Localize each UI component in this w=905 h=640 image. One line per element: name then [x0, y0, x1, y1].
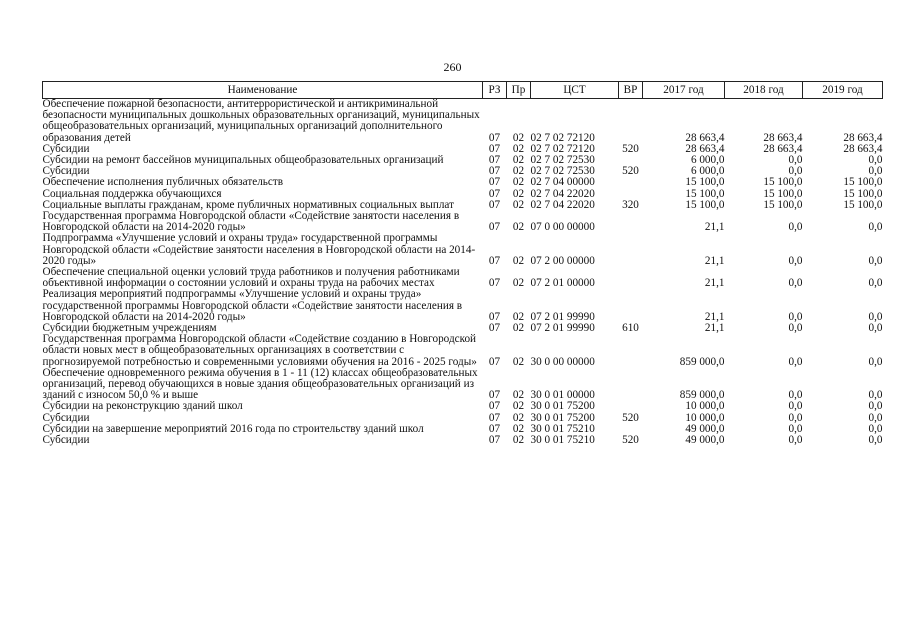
row-pr: 02 — [512, 221, 525, 234]
row-cst: 30 0 00 00000 — [530, 355, 595, 368]
row-pr: 02 — [512, 322, 525, 335]
row-cst: 02 7 02 72120 — [530, 142, 595, 155]
table-row — [43, 334, 883, 368]
row-2017: 21,1 — [704, 277, 725, 290]
row-2019: 0,0 — [868, 254, 883, 267]
row-vr — [619, 289, 643, 323]
row-2019: 15 100,0 — [843, 176, 883, 189]
row-2019: 0,0 — [868, 411, 883, 424]
row-2017: 49 000,0 — [685, 434, 725, 447]
row-2018: 0,0 — [788, 165, 803, 178]
table-body — [43, 99, 883, 447]
header-2019: 2019 год — [803, 82, 883, 99]
table-row — [43, 401, 883, 412]
row-2019: 0,0 — [868, 221, 883, 234]
row-2019: 0,0 — [868, 310, 883, 323]
row-2019: 0,0 — [868, 422, 883, 435]
row-pr: 02 — [512, 400, 525, 413]
row-2019: 0,0 — [868, 154, 883, 167]
row-pr: 02 — [512, 176, 525, 189]
row-cst: 30 0 01 00000 — [530, 389, 595, 402]
row-2017: 15 100,0 — [685, 187, 725, 200]
row-vr — [619, 401, 643, 412]
row-vr: 520 — [622, 411, 639, 424]
row-cst: 07 2 01 99990 — [530, 322, 595, 335]
row-name: Государственная программа Новгородской области «Содействие созданию в Новгородской области новых мест в общеобразовательных организациях в соответствии с прогнозируемой потребностью и современными условиями обучения на 2016 - 2025 годы» — [42, 333, 477, 368]
row-cst: 30 0 01 75210 — [530, 422, 595, 435]
row-name: Обеспечение одновременного режима обучения в 1 - 11 (12) классах общеобразовательных организаций, перевод обучающихся в новые здания общеобразовательных организаций из зданий с износом 50,0 % и выше — [42, 366, 478, 402]
row-rz: 07 — [488, 254, 501, 267]
row-2019: 0,0 — [868, 389, 883, 402]
row-vr: 520 — [622, 142, 639, 155]
header-cst: ЦСТ — [531, 82, 619, 99]
row-name: Обеспечение специальной оценки условий труда работников и получения работниками объективной информации о состоянии условий и охраны труда на рабочих местах — [42, 266, 460, 290]
row-cst: 02 7 04 00000 — [530, 176, 595, 189]
row-2017: 6 000,0 — [690, 154, 725, 167]
row-name: Субсидии на завершение мероприятий 2016 года по строительству зданий школ — [42, 422, 424, 435]
row-name: Субсидии — [42, 142, 90, 155]
row-2017: 28 663,4 — [685, 142, 725, 155]
row-2018: 28 663,4 — [763, 142, 803, 155]
row-rz: 07 — [488, 277, 501, 290]
row-pr: 02 — [512, 131, 525, 144]
row-2017: 15 100,0 — [685, 176, 725, 189]
row-2019: 15 100,0 — [843, 187, 883, 200]
row-name: Субсидии бюджетным учреждениям — [42, 322, 217, 335]
row-cst: 07 0 00 00000 — [530, 221, 595, 234]
row-2019: 0,0 — [868, 165, 883, 178]
row-2018: 15 100,0 — [763, 187, 803, 200]
row-rz: 07 — [488, 142, 501, 155]
row-pr: 02 — [512, 411, 525, 424]
row-rz: 07 — [488, 165, 501, 178]
table-row — [43, 177, 883, 188]
row-vr: 610 — [622, 322, 639, 335]
row-pr: 02 — [512, 165, 525, 178]
row-2019: 0,0 — [868, 434, 883, 447]
row-name: Субсидии — [42, 434, 90, 447]
table-row — [43, 233, 883, 267]
header-vr: ВР — [619, 82, 643, 99]
row-rz: 07 — [488, 389, 501, 402]
row-cst: 30 0 01 75210 — [530, 434, 595, 447]
row-cst: 30 0 01 75200 — [530, 411, 595, 424]
row-2018: 0,0 — [788, 310, 803, 323]
row-pr: 02 — [512, 187, 525, 200]
row-cst: 02 7 04 22020 — [530, 198, 595, 211]
row-rz: 07 — [488, 154, 501, 167]
row-2019: 15 100,0 — [843, 198, 883, 211]
row-vr: 520 — [622, 434, 639, 447]
row-name: Субсидии — [42, 165, 90, 178]
row-rz: 07 — [488, 131, 501, 144]
row-2019: 0,0 — [868, 322, 883, 335]
header-rz: РЗ — [483, 82, 507, 99]
row-2018: 0,0 — [788, 411, 803, 424]
row-2017: 859 000,0 — [679, 355, 725, 368]
row-2019: 0,0 — [868, 355, 883, 368]
row-2019: 28 663,4 — [843, 142, 883, 155]
table-header — [43, 82, 883, 99]
row-pr: 02 — [512, 254, 525, 267]
row-cst: 30 0 01 75200 — [530, 400, 595, 413]
row-pr: 02 — [512, 355, 525, 368]
row-pr: 02 — [512, 154, 525, 167]
row-vr: 320 — [622, 198, 639, 211]
row-vr — [619, 211, 643, 233]
row-2017: 49 000,0 — [685, 422, 725, 435]
table-row — [43, 289, 883, 323]
header-2018: 2018 год — [725, 82, 803, 99]
row-cst: 02 7 02 72120 — [530, 131, 595, 144]
row-2018: 0,0 — [788, 277, 803, 290]
row-name: Обеспечение пожарной безопасности, антитеррористической и антикриминальной безопасности муниципальных дошкольных образовательных организаций, муниципальных общеобразовательных организаций, муниципальных организаций дополнительного образования детей — [42, 98, 480, 144]
header-pr: Пр — [507, 82, 531, 99]
row-cst: 07 2 00 00000 — [530, 254, 595, 267]
row-rz: 07 — [488, 355, 501, 368]
row-rz: 07 — [488, 176, 501, 189]
row-2017: 28 663,4 — [685, 131, 725, 144]
table-row — [43, 211, 883, 233]
row-pr: 02 — [512, 310, 525, 323]
row-2017: 21,1 — [704, 221, 725, 234]
row-rz: 07 — [488, 422, 501, 435]
row-2017: 10 000,0 — [685, 411, 725, 424]
table-row — [43, 424, 883, 435]
row-rz: 07 — [488, 221, 501, 234]
row-2018: 0,0 — [788, 389, 803, 402]
row-2019: 0,0 — [868, 400, 883, 413]
row-2019: 0,0 — [868, 277, 883, 290]
row-name: Социальная поддержка обучающихся — [42, 187, 222, 200]
row-cst: 07 2 01 99990 — [530, 310, 595, 323]
row-rz: 07 — [488, 400, 501, 413]
row-2018: 28 663,4 — [763, 131, 803, 144]
row-2018: 0,0 — [788, 422, 803, 435]
row-vr — [619, 267, 643, 289]
row-name: Субсидии на реконструкцию зданий школ — [42, 400, 243, 413]
row-2018: 0,0 — [788, 322, 803, 335]
row-pr: 02 — [512, 142, 525, 155]
row-cst: 02 7 02 72530 — [530, 154, 595, 167]
page-number: 260 — [443, 60, 462, 74]
row-2018: 0,0 — [788, 400, 803, 413]
row-name: Субсидии на ремонт бассейнов муниципальных общеобразовательных организаций — [42, 154, 444, 167]
table-row — [43, 435, 883, 446]
row-name: Обеспечение исполнения публичных обязательств — [42, 176, 284, 189]
row-pr: 02 — [512, 422, 525, 435]
header-name: Наименование — [43, 82, 483, 99]
row-cst: 02 7 02 72530 — [530, 165, 595, 178]
row-vr: 520 — [622, 165, 639, 178]
row-vr — [619, 368, 643, 402]
row-2019: 28 663,4 — [843, 131, 883, 144]
row-2018: 0,0 — [788, 434, 803, 447]
row-rz: 07 — [488, 322, 501, 335]
row-2018: 0,0 — [788, 254, 803, 267]
row-2017: 21,1 — [704, 254, 725, 267]
row-rz: 07 — [488, 187, 501, 200]
row-rz: 07 — [488, 198, 501, 211]
row-vr — [619, 99, 643, 144]
row-2017: 15 100,0 — [685, 198, 725, 211]
row-cst: 07 2 01 00000 — [530, 277, 595, 290]
row-2017: 6 000,0 — [690, 165, 725, 178]
row-pr: 02 — [512, 277, 525, 290]
row-name: Государственная программа Новгородской области «Содействие занятости населения в Новгородской области на 2014-2020 годы» — [42, 210, 460, 234]
row-vr — [619, 177, 643, 188]
row-name: Социальные выплаты гражданам, кроме публичных нормативных социальных выплат — [42, 198, 454, 211]
budget-table — [42, 81, 883, 446]
row-rz: 07 — [488, 434, 501, 447]
row-pr: 02 — [512, 389, 525, 402]
table-row — [43, 155, 883, 166]
row-2018: 15 100,0 — [763, 176, 803, 189]
row-rz: 07 — [488, 310, 501, 323]
row-2017: 21,1 — [704, 310, 725, 323]
table-row — [43, 368, 883, 402]
row-vr — [619, 233, 643, 267]
row-2017: 10 000,0 — [685, 400, 725, 413]
header-row — [43, 82, 883, 99]
row-name: Реализация мероприятий подпрограммы «Улучшение условий и охраны труда» государственной программы Новгородской области «Содействие занятости населения в Новгородской области на 2014-2020 годы» — [42, 288, 463, 323]
row-rz: 07 — [488, 411, 501, 424]
row-pr: 02 — [512, 434, 525, 447]
row-cst: 02 7 04 22020 — [530, 187, 595, 200]
header-2017: 2017 год — [643, 82, 725, 99]
row-name: Подпрограмма «Улучшение условий и охраны труда» государственной программы Новгородской области «Содействие занятости населения в Новгородской области на 2014-2020 годы» — [42, 232, 476, 267]
row-2018: 0,0 — [788, 154, 803, 167]
row-2018: 0,0 — [788, 221, 803, 234]
row-2017: 21,1 — [704, 322, 725, 335]
table-row — [43, 99, 883, 144]
table-row — [43, 267, 883, 289]
row-2018: 15 100,0 — [763, 198, 803, 211]
row-pr: 02 — [512, 198, 525, 211]
row-vr — [619, 334, 643, 368]
row-name: Субсидии — [42, 411, 90, 424]
row-2018: 0,0 — [788, 355, 803, 368]
row-2017: 859 000,0 — [679, 389, 725, 402]
